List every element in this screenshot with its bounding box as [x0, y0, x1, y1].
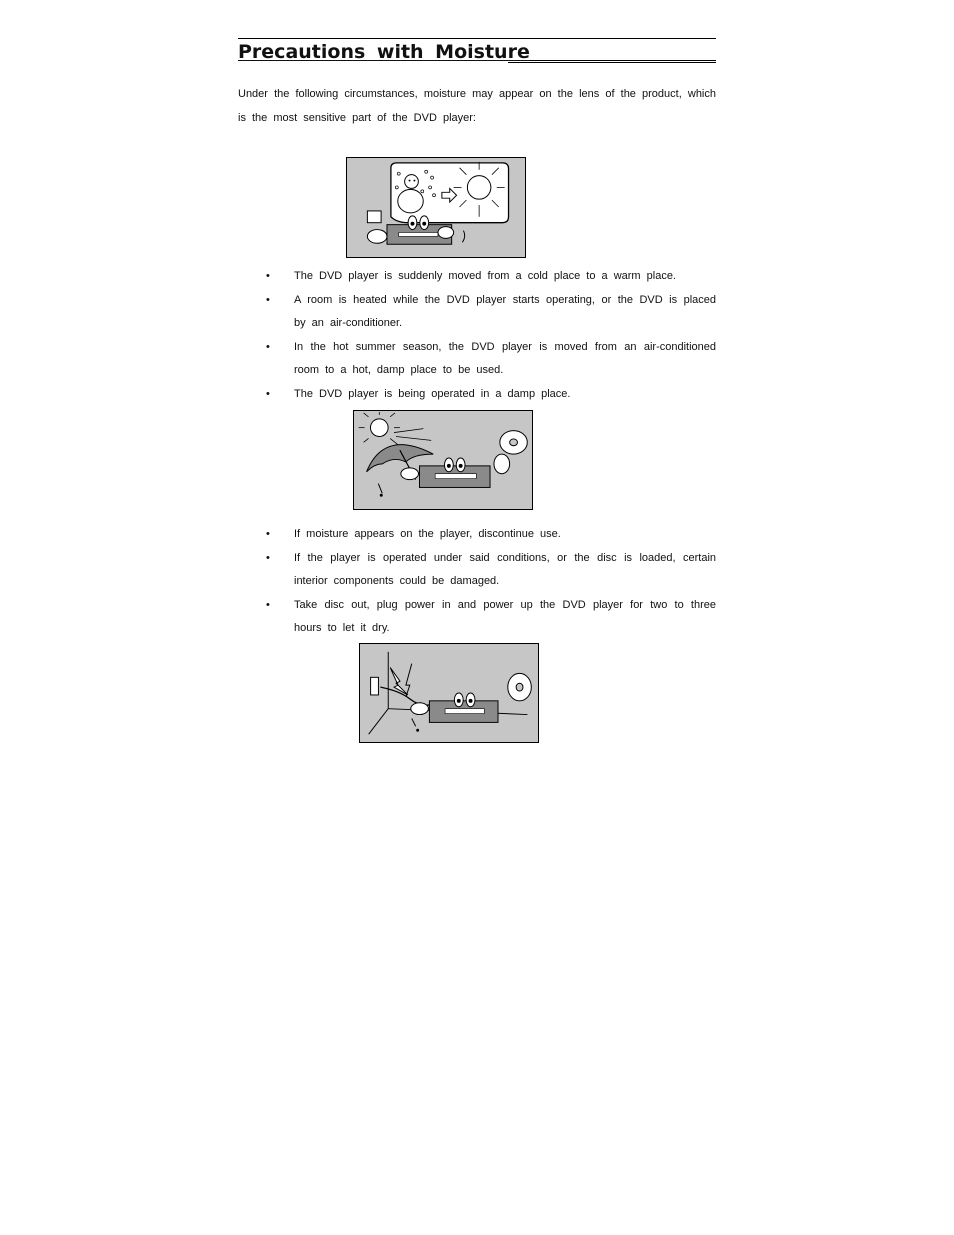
- power-plug-drying-dvd-illustration-icon: [359, 643, 539, 743]
- list-item: • The DVD player is suddenly moved from a cold place to a warm place.: [266, 270, 676, 282]
- top-rule: [238, 38, 716, 39]
- cold-to-warm-dvd-illustration-icon: [346, 157, 526, 258]
- list-item: • If the player is operated under said conditions, or the disc is loaded, certain interior components could be damaged.: [266, 551, 716, 587]
- intro-paragraph: Under the following circumstances, moisture may appear on the lens of the product, which is the most sensitive part of the DVD player:: [238, 88, 716, 124]
- list-item: • The DVD player is being operated in a damp place.: [266, 387, 571, 400]
- title-double-rule: [508, 60, 716, 63]
- manual-page: [238, 38, 716, 130]
- list-item: • In the hot summer season, the DVD player is moved from an air-conditioned room to a hot, damp place to be used.: [266, 340, 716, 376]
- moisture-actions-list: [238, 523, 716, 641]
- list-item: • If moisture appears on the player, discontinue use.: [266, 528, 561, 540]
- sun-umbrella-damp-dvd-illustration-icon: [353, 410, 533, 510]
- list-item: • Take disc out, plug power in and power up the DVD player for two to three hours to let it dry.: [266, 598, 716, 634]
- page-title: Precautions with Moisture: [238, 41, 530, 63]
- conditions-list: [238, 265, 716, 406]
- list-item: • A room is heated while the DVD player starts operating, or the DVD is placed by an air-conditioner.: [266, 293, 716, 329]
